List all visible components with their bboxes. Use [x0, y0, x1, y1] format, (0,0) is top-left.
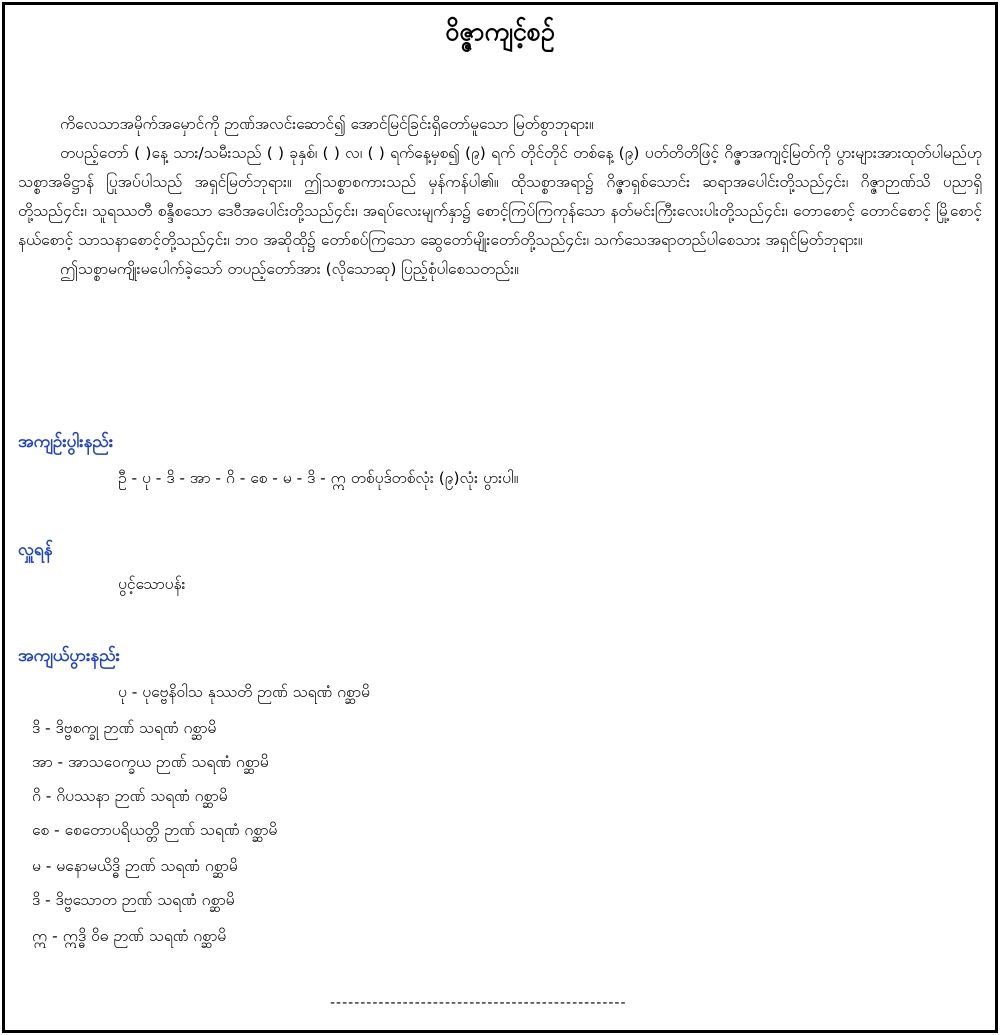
method-text: ဦ - ပု - ဒိ - အာ - ဂိ - စေ - မ - ဒိ - ဣ တစ်ပုဒ်တစ်လုံး (၉)လုံး ပွားပါ။ [118, 469, 519, 487]
detail-item: အာ - အာသဝေက္ခယ ဉာဏ် သရဏံ ဂစ္ဆာမိ [32, 753, 269, 771]
page-title: ဝိဇ္ဇာကျင့်စဉ် [445, 17, 555, 46]
offering-heading: လှူရန် [18, 540, 53, 560]
detail-item: ပု - ပုဗ္ဗေနိဝါသ နုဿတိ ဉာဏ် သရဏံ ဂစ္ဆာမိ [118, 683, 370, 701]
intro-paragraph-3: ဤသစ္စာမကျိုးမပေါက်ခဲ့သော် တပည့်တော်အား (လိုသောဆု) ပြည့်စုံပါစေသတည်း။ [60, 260, 519, 278]
method-heading: အကျဉ်းပွါးနည်း [18, 432, 114, 452]
intro-paragraph-1: ကိလေသာအမိုက်အမှောင်ကို ဉာဏ်အလင်းဆောင်၍ အောင်မြင်ခြင်းရှိတော်မူသော မြတ်စွာဘုရား။ [60, 115, 594, 133]
detail-item: ဣ - ဣဒ္ဓိ ဝိဓ ဉာဏ် သရဏံ ဂစ္ဆာမိ [32, 927, 227, 945]
intro-section [18, 110, 982, 284]
detail-item: မ - မနောမယိဒ္ဓိ ဉာဏ် သရဏံ ဂစ္ဆာမိ [32, 857, 238, 875]
detail-item: ဒိ - ဒိဗ္ဗသောတ ဉာဏ် သရဏံ ဂစ္ဆာမိ [32, 891, 235, 909]
detail-item: ဒိ - ဒိဗ္ဗစက္ခု ဉာဏ် သရဏံ ဂစ္ဆာမိ [32, 719, 217, 737]
intro-paragraph-2: တပည့်တော် ( )နေ့ သား/သမီးသည် ( ) ခုနှစ်၊ ( ) လ၊ ( ) ရက်နေ့မှစ၍ (၉) ရက် တိုင်တိုင် တစ်နေ့ (၉) ပတ်တိတိဖြင့် ဂိဇ္ဇာအကျင့်မြတ်ကို ပွားများအားထုတ်ပါမည်ဟု သစ္စာအဓိဋ္ဌာန် ပြုအပ်ပါသည် အရှင်မြတ်ဘုရား။ ဤသစ္စာစကားသည် မှန်ကန်ပါ၏။ ထိုသစ္စာအရာ၌ ဂိဇ္ဇာရှစ်သောင်း ဆရာအပေါင်းတို့သည်၄င်း၊ ဂိဇ္ဇာဉာဏ်သိ ပညာရှိတို့သည်၄င်း၊ သူရဿတီ စန္ဒီစသော ဒေဝီအပေါင်းတို့သည်၄င်း၊ အရပ်လေးမျက်နှာ၌ စောင့်ကြပ်ကြကုန်သော နတ်မင်းကြီးလေးပါးတို့သည်၄င်း၊ တောစောင့် တောင်စောင့် မြို့စောင့် နယ်စောင့် သာသနာစောင့်တို့သည်၄င်း၊ ဘဝ အဆိုထို၌ တော်စပ်ကြသော ဆွေတော်မျိုးတော်တို့သည်၄င်း၊ သက်သေအရာတည်ပါစေသား အရှင်မြတ်ဘုရား။ [18, 144, 982, 249]
detail-item: ဂိ - ဂိပဿနာ ဉာဏ် သရဏံ ဂစ္ဆာမိ [32, 787, 228, 805]
detail-item: စေ - စေတောပရိယတ္တိ ဉာဏ် သရဏံ ဂစ္ဆာမိ [32, 821, 278, 839]
detail-heading: အကျယ်ပွားနည်း [18, 646, 120, 666]
offering-text: ပွင့်သောပန်း [118, 575, 186, 593]
bottom-divider: ------------------------------------------------- [330, 995, 627, 1011]
